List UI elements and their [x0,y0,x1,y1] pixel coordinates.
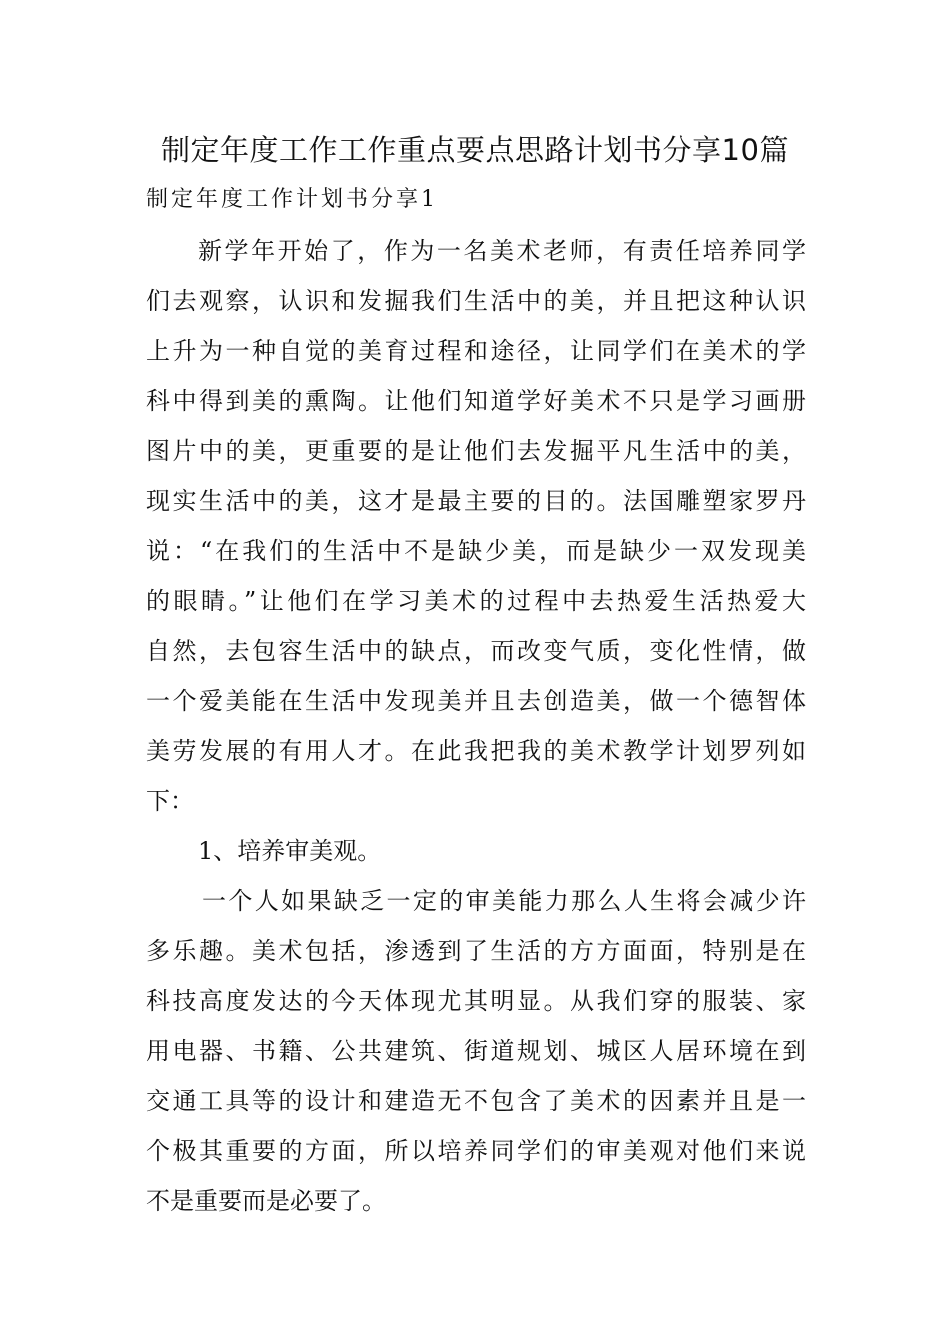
paragraph-line: 上升为一种自觉的美育过程和途径，让同学们在美术的学 [146,337,806,365]
paragraph-line: 图片中的美，更重要的是让他们去发掘平凡生活中的美， [146,437,806,465]
paragraph-intro [146,226,806,826]
section-subtitle: 制定年度工作计划书分享1 [146,187,438,212]
paragraph-aesthetics [146,876,806,1226]
paragraph-line: 自然，去包容生活中的缺点，而改变气质，变化性情，做 [146,637,806,665]
paragraph-line: 说：“在我们的生活中不是缺少美，而是缺少一双发现美 [146,537,806,565]
document-body [146,226,806,1226]
paragraph-line: 现实生活中的美，这才是最主要的目的。法国雕塑家罗丹 [146,487,806,515]
paragraph-line: 用电器、书籍、公共建筑、街道规划、城区人居环境在到 [146,1037,806,1065]
paragraph-line: 个极其重要的方面，所以培养同学们的审美观对他们来说 [146,1137,806,1165]
paragraph-line: 下： [146,787,194,815]
paragraph-line: 一个人如果缺乏一定的审美能力那么人生将会减少许 [202,887,806,915]
paragraph-line: 美劳发展的有用人才。在此我把我的美术教学计划罗列如 [146,737,806,765]
paragraph-line: 科中得到美的熏陶。让他们知道学好美术不只是学习画册 [146,387,806,415]
section-heading: 1、培养审美观。 [198,837,382,865]
document-title: 制定年度工作工作重点要点思路计划书分享10篇 [161,133,789,167]
paragraph-line: 交通工具等的设计和建造无不包含了美术的因素并且是一 [146,1087,806,1115]
paragraph-line: 不是重要而是必要了。 [146,1187,386,1215]
paragraph-line: 多乐趣。美术包括，渗透到了生活的方方面面，特别是在 [146,937,806,965]
paragraph-line: 科技高度发达的今天体现尤其明显。从我们穿的服装、家 [146,987,806,1015]
paragraph-line: 新学年开始了，作为一名美术老师，有责任培养同学 [198,237,806,265]
paragraph-line: 的眼睛。”让他们在学习美术的过程中去热爱生活热爱大 [146,587,806,615]
paragraph-line: 一个爱美能在生活中发现美并且去创造美，做一个德智体 [146,687,806,715]
paragraph-line: 们去观察，认识和发掘我们生活中的美，并且把这种认识 [146,287,806,315]
